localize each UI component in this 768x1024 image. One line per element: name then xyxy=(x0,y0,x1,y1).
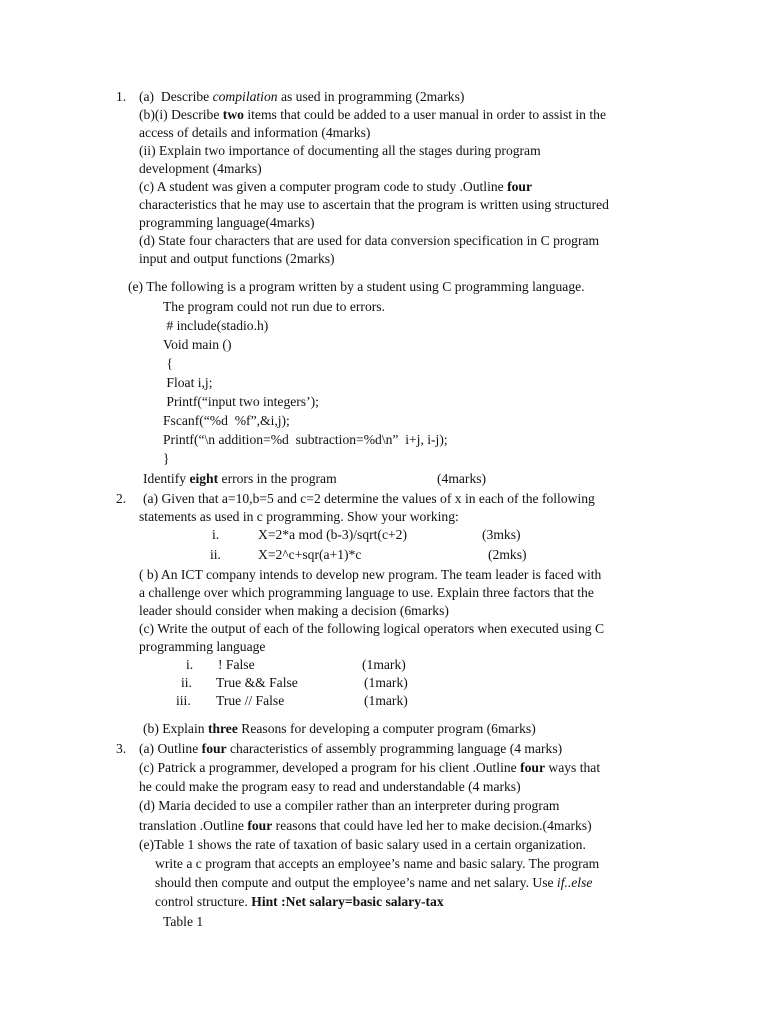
identify-pre: Identify xyxy=(143,471,190,486)
q2-part-a-line2: statements as used in c programming. Show your working: xyxy=(139,509,459,524)
q2-part-c-line2: programming language xyxy=(139,639,266,654)
code-line: # include(stadio.h) xyxy=(163,318,269,333)
code-line: Printf(“\n addition=%d subtraction=%d\n” i+j, i-j); xyxy=(163,432,448,447)
q3d-post: reasons that could have led her to make decision.(4marks) xyxy=(272,818,592,833)
q3-part-e-line1: (e)Table 1 shows the rate of taxation of basic salary used in a certain organization. xyxy=(139,837,586,852)
q2-op-marks: (1mark) xyxy=(364,675,408,690)
q3d-bold: four xyxy=(247,818,273,833)
q2-item-marks: (3mks) xyxy=(482,527,521,542)
q3a-pre: (a) Outline xyxy=(139,741,202,756)
q3d-pre: translation .Outline xyxy=(139,818,248,833)
q2-op-marks: (1mark) xyxy=(364,693,408,708)
q3-part-a xyxy=(139,740,562,758)
q2-item-expr: X=2^c+sqr(a+1)*c xyxy=(258,547,362,562)
q1-part-bii-line1: (ii) Explain two importance of documenting all the stages during program xyxy=(139,143,541,158)
q3a-bold: four xyxy=(201,741,227,756)
q3c-post: ways that xyxy=(545,760,601,775)
q3-part-e-line2: write a c program that accepts an employee’s name and basic salary. The program xyxy=(155,856,600,871)
q2-op-expr: True // False xyxy=(216,693,285,708)
q1a-pre: (a) Describe xyxy=(139,89,213,104)
q3e4-bold: Hint :Net salary=basic salary-tax xyxy=(251,894,444,909)
code-line: Void main () xyxy=(163,337,232,352)
q2-op-marks: (1mark) xyxy=(362,657,406,672)
q1-part-c-line1 xyxy=(139,178,532,196)
q2-op-label: i. xyxy=(186,657,194,672)
code-line: { xyxy=(163,356,173,371)
identify-bold: eight xyxy=(189,471,219,486)
q2-op-expr: ! False xyxy=(218,657,255,672)
q1-part-bi-line2: access of details and information (4marks) xyxy=(139,125,371,140)
identify-post: errors in the program xyxy=(218,471,337,486)
q1-part-a xyxy=(139,88,464,106)
question-3-number: 3. xyxy=(116,741,127,756)
q3a-post: characteristics of assembly programming language (4 marks) xyxy=(226,741,563,756)
q1bi-bold: two xyxy=(222,107,244,122)
q2-part-a-line1: (a) Given that a=10,b=5 and c=2 determine the values of x in each of the following xyxy=(143,491,595,506)
table-caption: Table 1 xyxy=(163,914,204,929)
q1-part-d-line1: (d) State four characters that are used for data conversion specification in C program xyxy=(139,233,600,248)
q1-identify-errors xyxy=(143,470,337,488)
q3-part-e-line3 xyxy=(155,874,592,892)
q1-part-d-line2: input and output functions (2marks) xyxy=(139,251,335,266)
q1c-pre: (c) A student was given a computer program code to study .Outline xyxy=(139,179,508,194)
q3-part-c-line1 xyxy=(139,759,600,777)
code-line: } xyxy=(163,451,170,466)
q2-part-b2 xyxy=(143,720,536,738)
q1-part-e-line2: The program could not run due to errors. xyxy=(163,299,385,314)
question-1-number: 1. xyxy=(116,89,127,104)
q1-part-c-line3: programming language(4marks) xyxy=(139,215,315,230)
q2b2-post: Reasons for developing a computer program (6marks) xyxy=(237,721,536,736)
q1bi-pre: (b)(i) Describe xyxy=(139,107,223,122)
q2-part-b-line3: leader should consider when making a decision (6marks) xyxy=(139,603,449,618)
q2-part-b-line1: ( b) An ICT company intends to develop new program. The team leader is faced with xyxy=(139,567,602,582)
q2-item-marks: (2mks) xyxy=(488,547,527,562)
q3-part-d-line2 xyxy=(139,817,592,835)
q3-part-d-line1: (d) Maria decided to use a compiler rather than an interpreter during program xyxy=(139,798,560,813)
q3e4-pre: control structure. xyxy=(155,894,252,909)
q2-op-expr: True && False xyxy=(216,675,298,690)
q1c-bold: four xyxy=(507,179,533,194)
q3e3-em: if..else xyxy=(556,875,593,890)
q3-part-c-line2: he could make the program easy to read and understandable (4 marks) xyxy=(139,779,521,794)
q2-part-b-line2: a challenge over which programming language to use. Explain three factors that the xyxy=(139,585,594,600)
q2-op-label: ii. xyxy=(181,675,192,690)
q3e3-pre: should then compute and output the employee’s name and net salary. Use xyxy=(155,875,557,890)
q3-part-e-line4 xyxy=(155,893,444,911)
q2-part-c-line1: (c) Write the output of each of the following logical operators when executed using C xyxy=(139,621,605,636)
code-line: Printf(“input two integers’); xyxy=(163,394,319,409)
q2-op-label: iii. xyxy=(176,693,191,708)
question-2-number: 2. xyxy=(116,491,127,506)
q3c-pre: (c) Patrick a programmer, developed a program for his client .Outline xyxy=(139,760,521,775)
q2b2-pre: (b) Explain xyxy=(143,721,208,736)
q1-part-c-line2: characteristics that he may use to ascertain that the program is written using structured xyxy=(139,197,609,212)
code-line: Fscanf(“%d %f”,&i,j); xyxy=(163,413,290,428)
q1-identify-marks: (4marks) xyxy=(437,471,487,486)
q3c-bold: four xyxy=(520,760,545,775)
q1bi-post: items that could be added to a user manual in order to assist in the xyxy=(243,107,606,122)
q1-part-e-line1: (e) The following is a program written by a student using C programming language. xyxy=(128,279,585,294)
q1-part-bii-line2: development (4marks) xyxy=(139,161,262,176)
q2-item-label: i. xyxy=(212,527,220,542)
code-line: Float i,j; xyxy=(163,375,213,390)
q2-item-expr: X=2*a mod (b-3)/sqrt(c+2) xyxy=(258,527,407,542)
q2-item-label: ii. xyxy=(210,547,221,562)
q1a-post: as used in programming (2marks) xyxy=(277,89,465,104)
q1a-em: compilation xyxy=(212,89,278,104)
q2b2-bold: three xyxy=(207,721,238,736)
q1-part-bi-line1 xyxy=(139,106,606,124)
